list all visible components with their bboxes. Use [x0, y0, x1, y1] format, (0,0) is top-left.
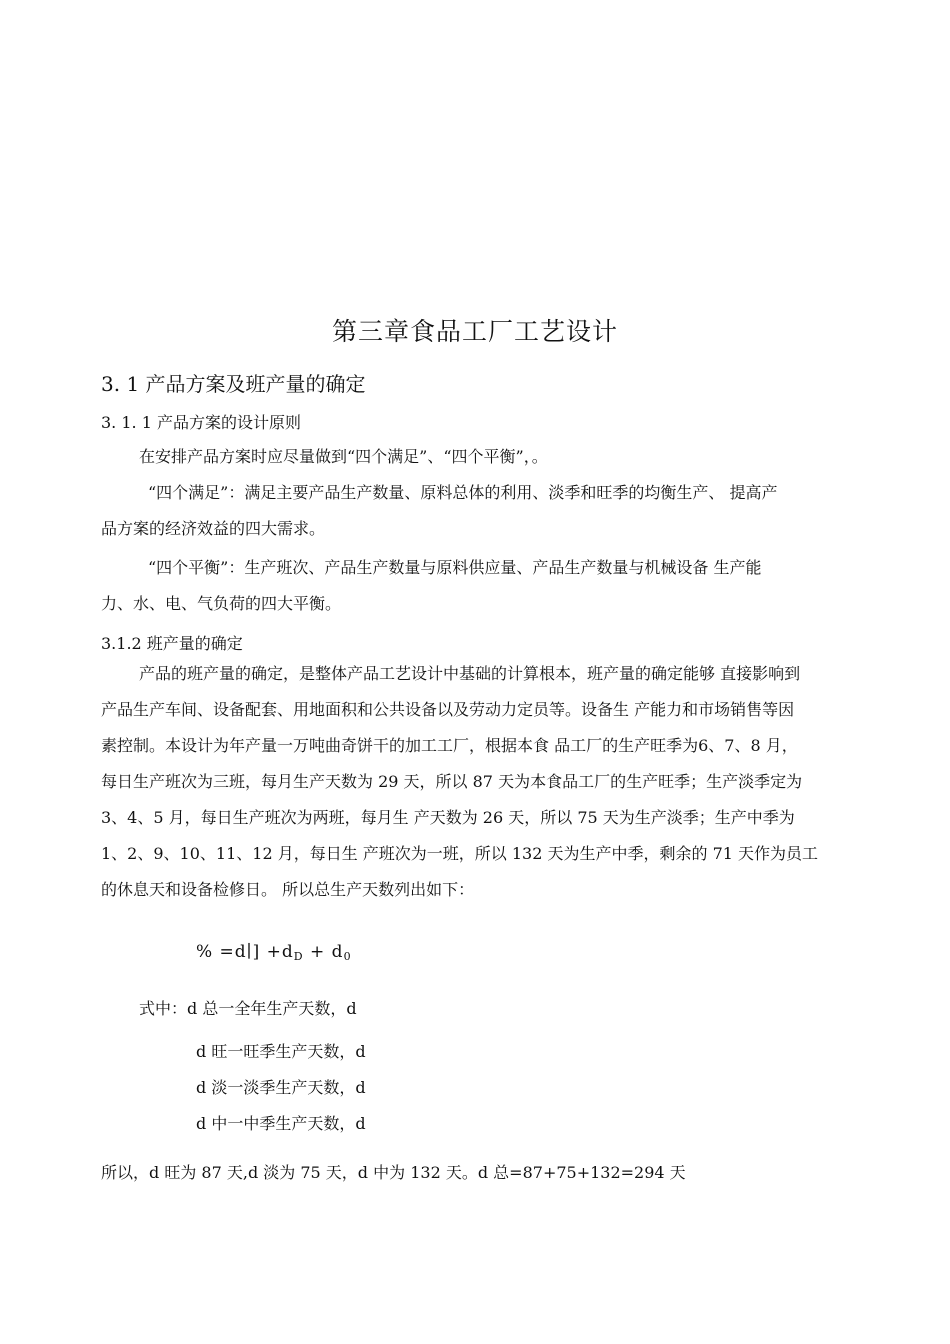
formula-subscript-0: 0: [343, 950, 352, 963]
shift-line-2: 产品生产车间、设备配套、用地面积和公共设备以及劳动力定员等。设备生 产能力和市场销售等因: [101, 700, 795, 719]
formula-middle: + d: [303, 942, 344, 962]
four-balance-line-2: 力、水、电、气负荷的四大平衡。: [101, 594, 342, 613]
four-balance-line-1: “四个平衡”：生产班次、产品生产数量与原料供应量、产品生产数量与机械设备 生产能: [148, 558, 762, 577]
total-days-formula: [196, 942, 352, 963]
shift-line-5: 3、4、5 月，每日生产班次为两班，每月生 产天数为 26 天，所以 75 天为生产淡季；生产中季为: [101, 808, 795, 827]
four-satisfy-line-1: “四个满足”：满足主要产品生产数量、原料总体的利用、淡季和旺季的均衡生产、 提高产: [148, 483, 778, 502]
shift-line-3: 素控制。本设计为年产量一万吨曲奇饼干的加工工厂，根据本食 品工厂的生产旺季为6、7、8 月，: [101, 736, 798, 755]
four-balance-paragraph: [101, 550, 869, 622]
formula-subscript-d: D: [293, 950, 304, 963]
section-heading-3-1: 3. 1 产品方案及班产量的确定: [101, 372, 366, 396]
four-satisfy-paragraph: [101, 475, 869, 547]
four-satisfy-line-2: 品方案的经济效益的四大需求。: [101, 519, 326, 538]
definition-off-season: d 淡一淡季生产天数，d: [196, 1078, 366, 1097]
definition-mid-season: d 中一中季生产天数，d: [196, 1114, 366, 1133]
shift-line-4: 每日生产班次为三班，每月生产天数为 29 天，所以 87 天为本食品工厂的生产旺季；生产淡季定为: [101, 772, 803, 791]
shift-line-7: 的休息天和设备检修日。 所以总生产天数列出如下：: [101, 880, 475, 899]
chapter-title: 第三章食品工厂工艺设计: [331, 317, 618, 346]
definition-intro: 式中：d 总一全年生产天数，d: [139, 999, 357, 1018]
section-heading-3-1-2: 3.1.2 班产量的确定: [101, 634, 243, 653]
shift-line-6: 1、2、9、10、11、12 月，每日生 产班次为一班，所以 132 天为生产中季，剩余的 71 天作为员工: [101, 844, 819, 863]
shift-line-1: 产品的班产量的确定，是整体产品工艺设计中基础的计算根本，班产量的确定能够 直接影响到: [139, 664, 801, 683]
section-heading-3-1-1: 3. 1. 1 产品方案的设计原则: [101, 413, 301, 432]
formula-lead: % =d∣] +d: [196, 942, 294, 962]
conclusion-line: 所以，d 旺为 87 天,d 淡为 75 天，d 中为 132 天。d 总=87+75+132=294 天: [101, 1163, 686, 1182]
definition-peak: d 旺一旺季生产天数，d: [196, 1042, 366, 1061]
intro-line: 在安排产品方案时应尽量做到“四个满足”、“四个平衡”，。: [139, 447, 548, 466]
shift-output-paragraph: [101, 656, 869, 908]
